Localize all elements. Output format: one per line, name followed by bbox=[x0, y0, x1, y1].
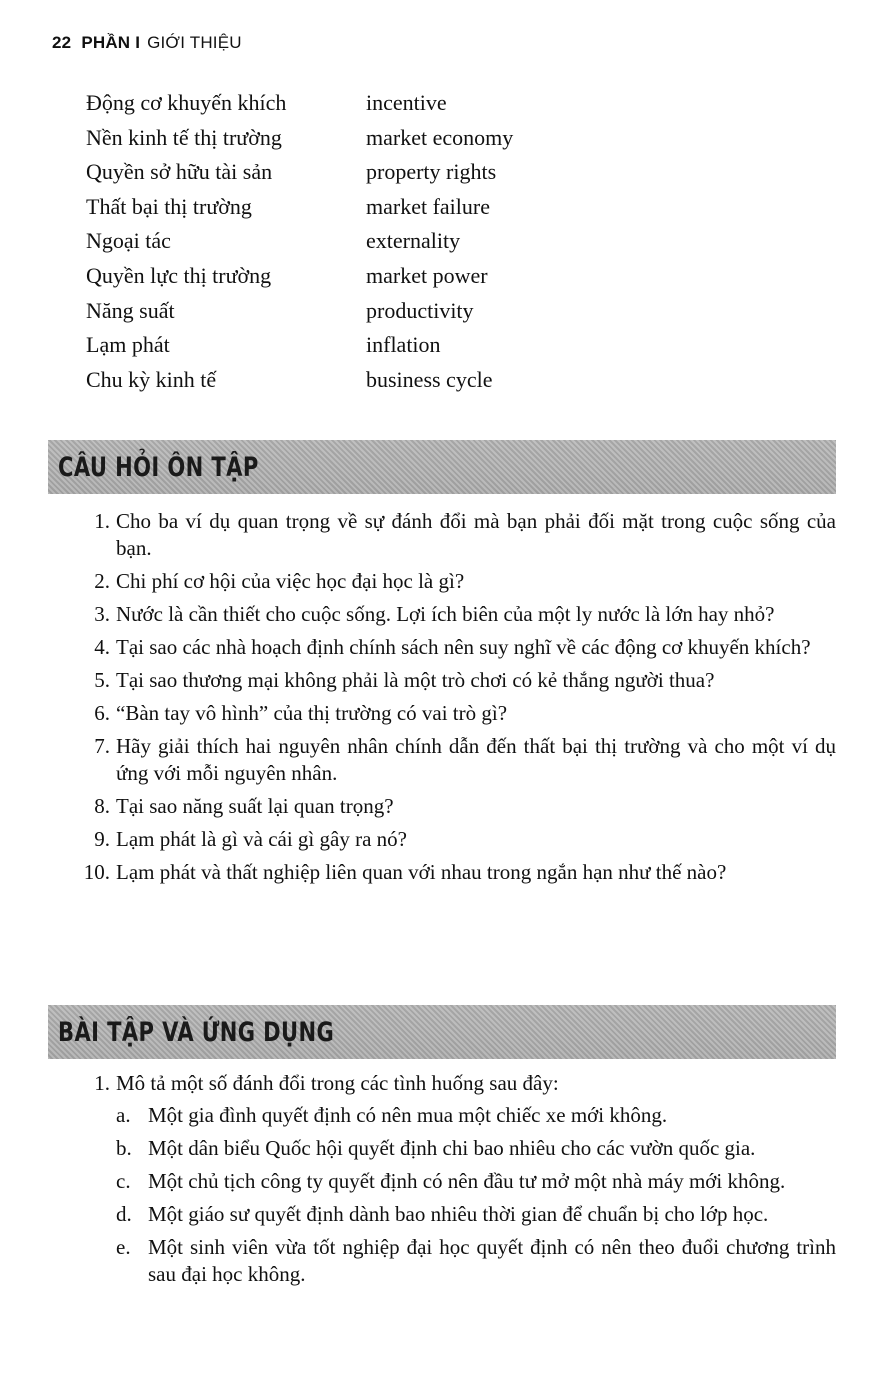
item-number: 6. bbox=[94, 701, 110, 725]
problems-applications-banner bbox=[48, 1005, 836, 1059]
item-text: “Bàn tay vô hình” của thị trường có vai trò gì? bbox=[116, 701, 508, 725]
list-item bbox=[70, 634, 836, 661]
glossary-term-en: externality bbox=[366, 228, 461, 254]
glossary-term-en: market failure bbox=[366, 193, 490, 219]
item-number: 4. bbox=[94, 635, 110, 659]
item-text: Tại sao năng suất lại quan trọng? bbox=[116, 794, 394, 818]
item-number: 1. bbox=[94, 509, 110, 533]
glossary-term-en: inflation bbox=[366, 332, 441, 358]
glossary-row bbox=[86, 224, 726, 259]
running-head bbox=[52, 33, 242, 53]
item-text: Lạm phát và thất nghiệp liên quan với nhau trong ngắn hạn như thế nào? bbox=[116, 860, 727, 884]
list-item bbox=[70, 700, 836, 727]
glossary-term-vi: Năng suất bbox=[86, 297, 175, 323]
item-number: 5. bbox=[94, 668, 110, 692]
sub-item-letter: d. bbox=[116, 1202, 132, 1226]
page-number: 22 bbox=[52, 33, 72, 52]
sub-item-letter: c. bbox=[116, 1169, 131, 1193]
key-concepts-glossary bbox=[86, 86, 726, 397]
sub-item-letter: b. bbox=[116, 1136, 132, 1160]
item-number: 3. bbox=[94, 602, 110, 626]
review-questions-banner bbox=[48, 440, 836, 494]
sub-item-text: Một giáo sư quyết định dành bao nhiêu thời gian để chuẩn bị cho lớp học. bbox=[148, 1202, 769, 1226]
glossary-term-vi: Thất bại thị trường bbox=[86, 193, 252, 219]
item-number: 7. bbox=[94, 734, 110, 758]
sub-item-letter: a. bbox=[116, 1103, 131, 1127]
problems-applications-heading: BÀI TẬP VÀ ỨNG DỤNG bbox=[58, 1017, 335, 1048]
sub-item bbox=[116, 1102, 836, 1129]
list-item bbox=[70, 601, 836, 628]
glossary-row bbox=[86, 363, 726, 398]
list-item bbox=[70, 508, 836, 562]
glossary-term-en: business cycle bbox=[366, 366, 493, 392]
sub-item-text: Một gia đình quyết định có nên mua một chiếc xe mới không. bbox=[148, 1103, 668, 1127]
problems-list bbox=[70, 1070, 836, 1294]
part-label: PHẦN I bbox=[81, 33, 141, 52]
item-number: 2. bbox=[94, 569, 110, 593]
item-text: Lạm phát là gì và cái gì gây ra nó? bbox=[116, 827, 407, 851]
list-item bbox=[70, 826, 836, 853]
glossary-term-vi: Quyền lực thị trường bbox=[86, 262, 272, 288]
item-number: 9. bbox=[94, 827, 110, 851]
item-text: Mô tả một số đánh đổi trong các tình huống sau đây: bbox=[116, 1071, 559, 1095]
glossary-term-en: market power bbox=[366, 262, 488, 288]
glossary-row bbox=[86, 259, 726, 294]
glossary-term-vi: Chu kỳ kinh tế bbox=[86, 366, 217, 392]
list-item bbox=[70, 568, 836, 595]
item-text: Chi phí cơ hội của việc học đại học là gì? bbox=[116, 569, 465, 593]
glossary-term-vi: Nền kinh tế thị trường bbox=[86, 124, 282, 150]
sub-item bbox=[116, 1168, 836, 1195]
item-text: Cho ba ví dụ quan trọng về sự đánh đổi mà bạn phải đối mặt trong cuộc sống của bạn. bbox=[116, 509, 836, 560]
glossary-row bbox=[86, 328, 726, 363]
glossary-term-en: productivity bbox=[366, 297, 474, 323]
item-text: Nước là cần thiết cho cuộc sống. Lợi ích biên của một ly nước là lớn hay nhỏ? bbox=[116, 602, 775, 626]
item-text: Tại sao thương mại không phải là một trò chơi có kẻ thắng người thua? bbox=[116, 668, 715, 692]
item-number: 10. bbox=[83, 860, 110, 884]
item-text: Hãy giải thích hai nguyên nhân chính dẫn đến thất bại thị trường và cho một ví dụ ứng với mỗi nguyên nhân. bbox=[116, 734, 836, 785]
glossary-term-vi: Quyền sở hữu tài sản bbox=[86, 159, 273, 185]
sub-item-letter: e. bbox=[116, 1235, 131, 1259]
list-item bbox=[70, 667, 836, 694]
glossary-term-vi: Ngoại tác bbox=[86, 228, 171, 254]
sub-item bbox=[116, 1201, 836, 1228]
glossary-row bbox=[86, 190, 726, 225]
glossary-row bbox=[86, 86, 726, 121]
glossary-term-vi: Động cơ khuyến khích bbox=[86, 90, 287, 115]
sub-item-list bbox=[116, 1102, 836, 1288]
list-item bbox=[70, 859, 836, 886]
sub-item-text: Một chủ tịch công ty quyết định có nên đầu tư mở một nhà máy mới không. bbox=[148, 1169, 786, 1193]
glossary-row bbox=[86, 294, 726, 329]
review-questions-heading: CÂU HỎI ÔN TẬP bbox=[58, 452, 259, 483]
sub-item bbox=[116, 1234, 836, 1288]
glossary-term-en: incentive bbox=[366, 90, 447, 115]
sub-item bbox=[116, 1135, 836, 1162]
sub-item-text: Một sinh viên vừa tốt nghiệp đại học quyết định có nên theo đuổi chương trình sau đại học không. bbox=[148, 1235, 836, 1286]
list-item bbox=[70, 733, 836, 787]
list-item bbox=[70, 793, 836, 820]
glossary-term-vi: Lạm phát bbox=[86, 332, 170, 358]
sub-item-text: Một dân biểu Quốc hội quyết định chi bao nhiêu cho các vườn quốc gia. bbox=[148, 1136, 756, 1160]
glossary-row bbox=[86, 155, 726, 190]
review-questions-list bbox=[70, 508, 836, 892]
glossary-row bbox=[86, 121, 726, 156]
item-text: Tại sao các nhà hoạch định chính sách nên suy nghĩ về các động cơ khuyến khích? bbox=[116, 635, 811, 659]
glossary-term-en: market economy bbox=[366, 124, 514, 150]
glossary-term-en: property rights bbox=[366, 159, 497, 185]
item-number: 1. bbox=[94, 1071, 110, 1095]
item-number: 8. bbox=[94, 794, 110, 818]
list-item bbox=[70, 1070, 836, 1097]
section-label: GIỚI THIỆU bbox=[147, 33, 242, 52]
